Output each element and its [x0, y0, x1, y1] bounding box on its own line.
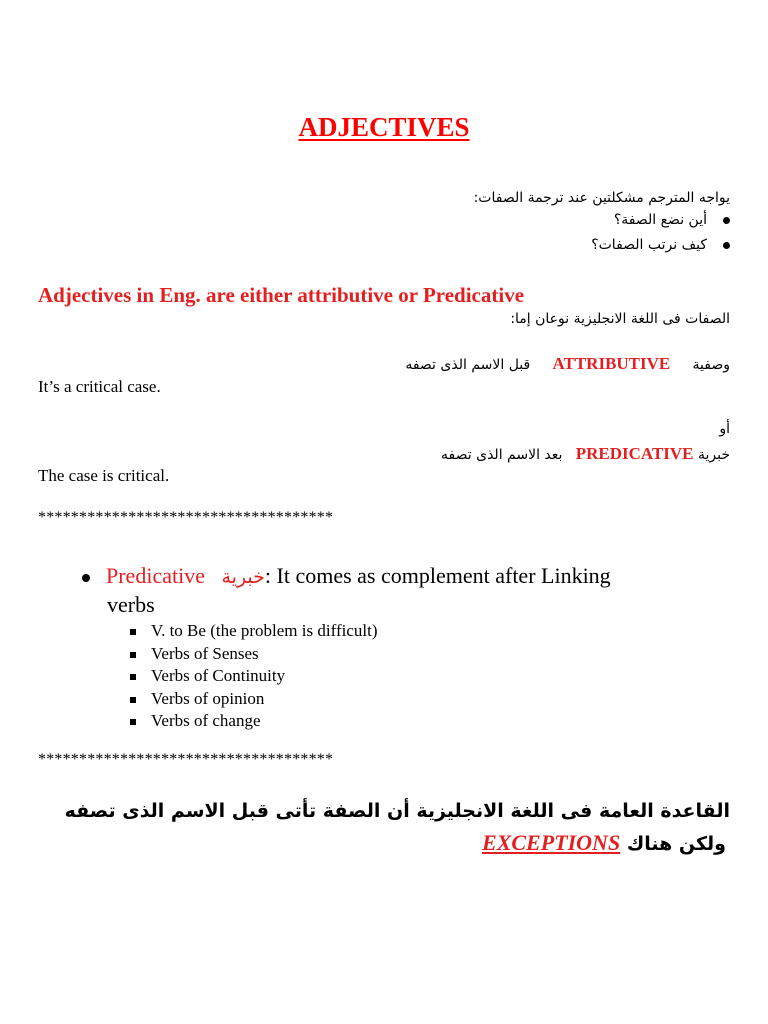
intro-bullet-text: كيف نرتب الصفات؟ [591, 237, 707, 253]
square-bullet-icon [130, 652, 136, 658]
page-title: ADJECTIVES [298, 112, 470, 142]
section-heading: Adjectives in Eng. are either attributive or Predicative [38, 283, 525, 307]
attributive-line [405, 354, 730, 374]
list-item-text: Verbs of opinion [151, 688, 265, 708]
predicative-text-cont: verbs [107, 592, 155, 617]
separator: ************************************ [38, 509, 334, 526]
predicative-ar-desc: بعد الاسم الذى تصفه [441, 447, 563, 463]
list-item [130, 688, 377, 711]
intro-line: يواجه المترجم مشكلتين عند ترجمة الصفات: [473, 190, 730, 206]
list-item-text: Verbs of Continuity [151, 666, 286, 685]
intro-bullet-1 [614, 212, 730, 228]
list-item [130, 643, 377, 666]
but-there-text: ولكن هناك [626, 833, 726, 855]
exceptions-line [482, 830, 726, 856]
bullet-icon [82, 574, 90, 582]
predicative-example: The case is critical. [38, 466, 170, 485]
predicative-text: : It comes as complement after Linking [264, 563, 611, 588]
square-bullet-icon [130, 629, 136, 635]
square-bullet-icon [130, 719, 136, 725]
attributive-term: ATTRIBUTIVE [552, 354, 671, 373]
square-bullet-icon [130, 697, 136, 703]
predicative-line [441, 444, 730, 464]
list-item-text: V. to Be (the problem is difficult) [151, 621, 378, 640]
separator: ************************************ [38, 751, 334, 768]
list-item [130, 665, 377, 688]
predicative-ar-label: خبرية [697, 447, 730, 463]
predicative-ar-label: خبرية [221, 566, 265, 588]
bullet-icon [723, 242, 730, 249]
intro-bullet-text: أين نضع الصفة؟ [613, 212, 707, 228]
types-intro: الصفات فى اللغة الانجليزية نوعان إما: [510, 311, 730, 327]
predicative-label: Predicative [106, 563, 205, 588]
predicative-term: PREDICATIVE [575, 444, 694, 463]
list-item-text: Verbs of Senses [151, 643, 259, 663]
square-bullet-icon [130, 674, 136, 680]
list-item [130, 710, 377, 733]
linking-verbs-list [130, 620, 377, 733]
general-rule: القاعدة العامة فى اللغة الانجليزية أن الصفة تأتى قبل الاسم الذى تصفه [64, 800, 730, 822]
predicative-bullet [82, 563, 611, 589]
list-item-text: Verbs of change [151, 711, 261, 730]
intro-bullet-2 [591, 237, 730, 253]
bullet-icon [723, 217, 730, 224]
exceptions-word: EXCEPTIONS [482, 830, 621, 855]
attributive-example: It’s a critical case. [38, 377, 161, 396]
list-item [130, 620, 377, 643]
attributive-ar-label: وصفية [692, 357, 730, 373]
or-word: أو [719, 421, 730, 437]
attributive-ar-desc: قبل الاسم الذى تصفه [405, 357, 531, 373]
